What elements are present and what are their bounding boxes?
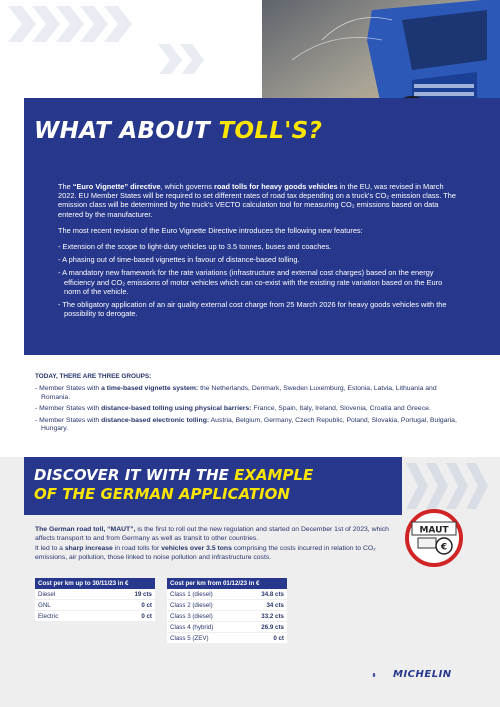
table-row: Class 1 (diesel) 34.8 cts xyxy=(167,589,287,600)
german-text xyxy=(35,526,395,564)
feature-item: - A phasing out of time-based vignettes in favour of distance-based tolling. xyxy=(58,255,300,265)
page-title: WHAT ABOUT TOLL'S? xyxy=(34,118,323,144)
groups-heading: TODAY, THERE ARE THREE GROUPS: xyxy=(35,373,152,380)
group-item: - Member States with a time-based vignette system: the Netherlands, Denmark, Sweden Luxemburg, Estonia, Latvia, Lithuania and Romania. xyxy=(35,385,437,401)
table-row: Electric 0 ct xyxy=(35,611,155,622)
feature-item: - The obligatory application of an air quality external cost charge from 25 March 2026 for heavy goods vehicles with the possibility to derogate. xyxy=(58,300,447,319)
table-row: GNL 0 ct xyxy=(35,600,155,611)
brand-name: MICHELIN xyxy=(393,669,452,680)
feature-item: - Extension of the scope to light-duty vehicles up to 3.5 tonnes, buses and coaches. xyxy=(58,242,332,252)
cost-table-after xyxy=(167,578,287,644)
intro-paragraph-2: The most recent revision of the Euro Vignette Directive introduces the following new features: xyxy=(58,225,363,235)
group-item: - Member States with distance-based tolling using physical barriers: France, Spain, Italy, Ireland, Slovenia, Croatia and Greece. xyxy=(35,405,431,413)
table-row: Class 4 (hybrid) 26.9 cts xyxy=(167,622,287,633)
table-header: Cost per km up to 30/11/23 in € xyxy=(35,578,155,589)
german-paragraph-2: It led to a sharp increase in road tolls for vehicles over 3.5 tons comprising the costs incurred in relation to CO₂ emissions, air pollution, those linked to noise pollution and infrastructure costs. xyxy=(35,545,376,561)
table-row: Class 5 (ZEV) 0 ct xyxy=(167,633,287,644)
chevron-pattern-top xyxy=(8,4,248,74)
chevron-pattern-bottom xyxy=(402,457,500,515)
table-row: Class 2 (diesel) 34 cts xyxy=(167,600,287,611)
german-paragraph-1: The German road toll, “MAUT”, is the first to roll out the new regulation and started on December 1st of 2023, which affects transport to and from Germany as well as transit to other countries. xyxy=(35,526,389,542)
table-row: Class 3 (diesel) 33.2 cts xyxy=(167,611,287,622)
maut-sign-icon xyxy=(404,508,464,568)
svg-text:€: € xyxy=(440,542,448,553)
group-item: - Member States with distance-based electronic tolling: Austria, Belgium, Germany, Czech Republic, Poland, Slovakia, Portugal, Bulgaria, Hungary. xyxy=(35,416,457,433)
discover-heading: DISCOVER IT WITH THE EXAMPLE OF THE GERMAN APPLICATION xyxy=(34,466,314,503)
intro-paragraph-1: The “Euro Vignette” directive, which governs road tolls for heavy goods vehicles in the EU, was revised in March 2022. EU Member States will be required to set different rates of road tax depending on a truck's CO₂ emission class. The emission class will be determined by the truck's VECTO calculation tool for measuring CO₂ emissions based on data entered by the manufacturer. xyxy=(58,182,456,219)
cost-table-before xyxy=(35,578,155,622)
groups-section xyxy=(35,373,465,436)
feature-list xyxy=(58,242,458,318)
table-header: Cost per km from 01/12/23 in € xyxy=(167,578,287,589)
intro-text xyxy=(58,182,458,322)
groups-list xyxy=(35,385,465,433)
table-row: Diesel 19 cts xyxy=(35,589,155,600)
feature-item: - A mandatory new framework for the rate variations (infrastructure and external cost charges) based on the energy efficiency and CO₂ emissions of motor vehicles which can co-exist with the existing rate variation based on the Euro norm of the vehicle. xyxy=(58,268,443,296)
maut-sign-text: MAUT xyxy=(419,525,449,536)
bibendum-logo xyxy=(372,664,392,686)
